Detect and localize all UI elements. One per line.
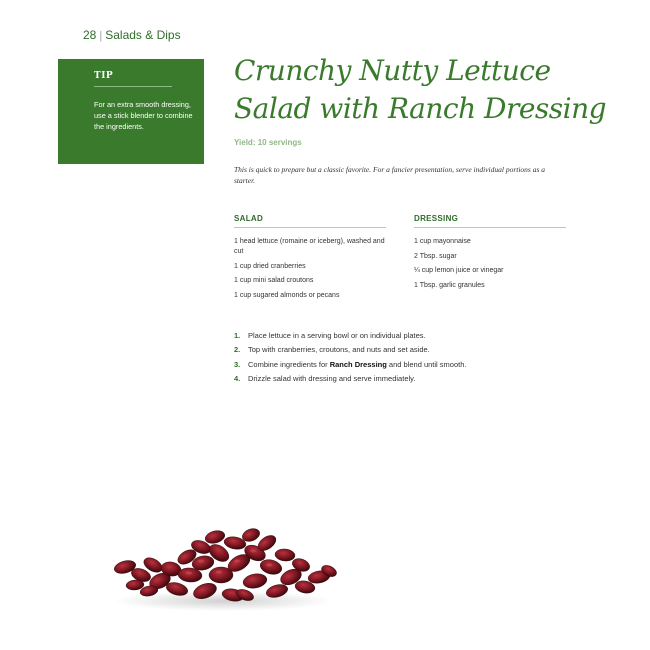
header-separator: |	[99, 30, 103, 42]
ingredient-item: 1 cup sugared almonds or pecans	[234, 291, 340, 299]
step-item	[234, 331, 466, 341]
ingredient-item: 1 cup mini salad croutons	[234, 277, 314, 284]
ingredient-item: 2 Tbsp. sugar	[414, 252, 457, 260]
dried-cranberries-image	[105, 525, 345, 615]
ingredient-item: 1 head lettuce (romaine or iceberg), washed and cut	[234, 238, 385, 255]
page-header	[83, 28, 181, 42]
tip-title: TIP	[94, 71, 172, 87]
step-number: 2.	[234, 345, 241, 355]
ingredient-item: 1 cup dried cranberries	[234, 262, 306, 270]
step-text: Top with cranberries, croutons, and nuts and set aside.	[248, 345, 430, 355]
recipe-yield: Yield: 10 servings	[234, 138, 302, 147]
tip-text: For an extra smooth dressing, use a stick blender to combine the ingredients.	[94, 100, 193, 131]
step-text	[248, 360, 466, 370]
dressing-ingredients	[414, 214, 566, 295]
dressing-heading: DRESSING	[414, 214, 566, 228]
step-text: Drizzle salad with dressing and serve immediately.	[248, 374, 416, 384]
page-number: 28	[83, 28, 97, 42]
ingredient-item: 1 cup mayonnaise	[414, 238, 471, 245]
recipe-title: Crunchy Nutty Lettuce Salad with Ranch Dressing	[234, 54, 607, 125]
step-text-bold: Ranch Dressing	[329, 359, 387, 369]
step-text-pre: Combine ingredients for	[248, 359, 330, 369]
step-text: Place lettuce in a serving bowl or on individual plates.	[248, 331, 426, 340]
salad-heading: SALAD	[234, 214, 386, 228]
step-text-post: and blend until smooth.	[386, 359, 467, 369]
recipe-intro: This is quick to prepare but a classic favorite. For a fancier presentation, serve individual portions as a starter.	[234, 165, 546, 185]
instruction-steps	[234, 331, 466, 389]
ingredient-item: 1 Tbsp. garlic granules	[414, 281, 485, 289]
step-number: 1.	[234, 331, 241, 340]
ingredient-item: ¼ cup lemon juice or vinegar	[414, 267, 504, 274]
dressing-ingredient-list	[414, 237, 566, 291]
salad-ingredient-list	[234, 237, 386, 301]
tip-box	[58, 59, 204, 164]
step-number: 4.	[234, 374, 241, 384]
step-item	[234, 374, 466, 384]
step-item	[234, 360, 466, 370]
section-title: Salads & Dips	[105, 28, 181, 42]
step-item	[234, 345, 466, 355]
step-number: 3.	[234, 359, 241, 369]
salad-ingredients	[234, 214, 386, 305]
